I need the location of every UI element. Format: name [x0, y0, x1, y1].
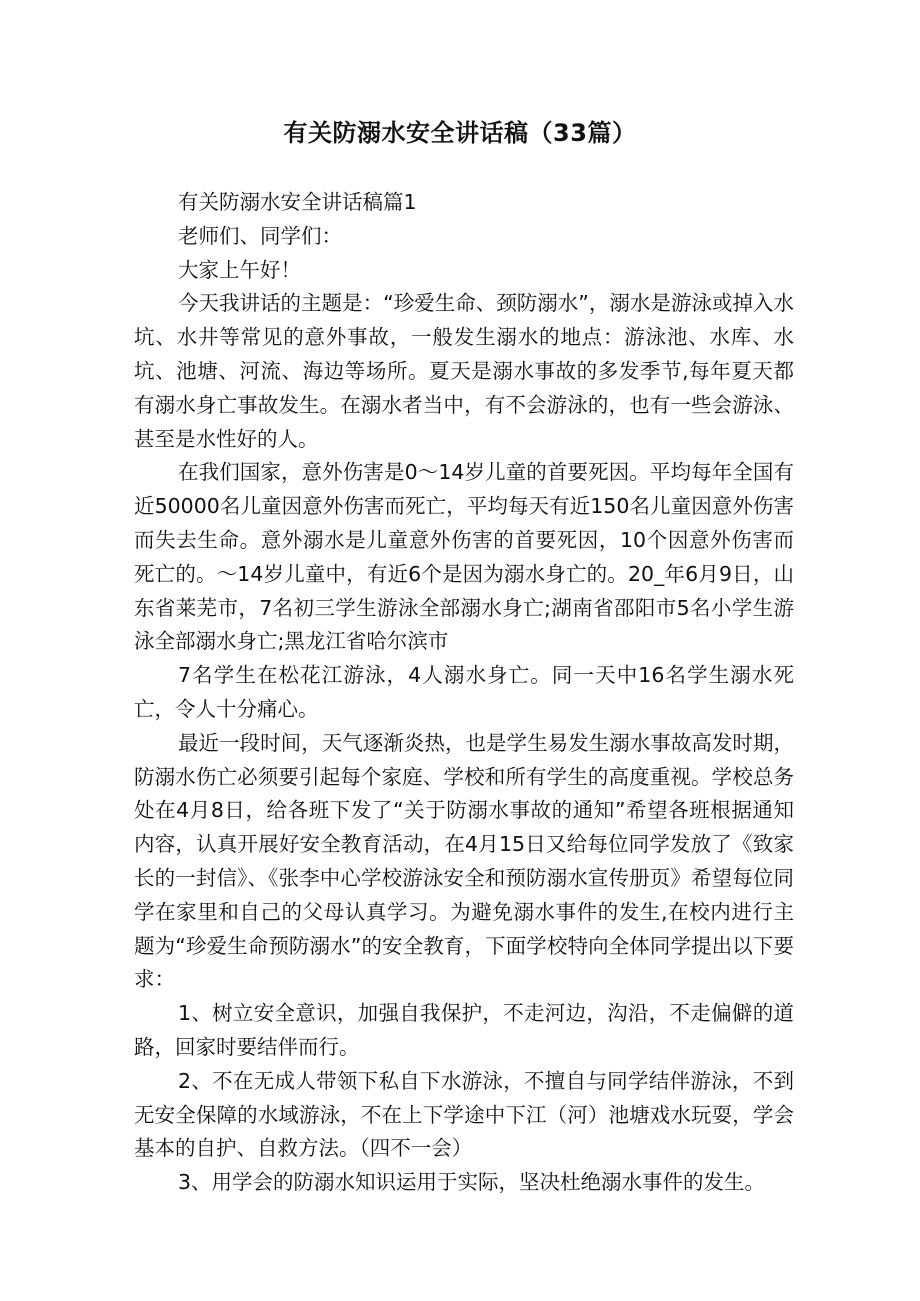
- document-body: [134, 186, 794, 1200]
- document-title: 有关防溺水安全讲话稿（33篇）: [283, 119, 637, 147]
- paragraph-statistics: 在我们国家，意外伤害是0～14岁儿童的首要死因。平均每年全国有近50000名儿童因意外伤害而死亡，平均每天有近150名儿童因意外伤害而失去生命。意外溺水是儿童意外伤害的首要死因，10个因意外伤害而死亡的。～14岁儿童中，有近6个是因为溺水身亡的。20_年6月9日，山东省莱芜市，7名初三学生游泳全部溺水身亡;湖南省邵阳市5名小学生游泳全部溺水身亡;黑龙江省哈尔滨市: [134, 460, 794, 654]
- requirement-item-3: 3、用学会的防溺水知识运用于实际，坚决杜绝溺水事件的发生。: [178, 1170, 766, 1195]
- paragraph-topic: 今天我讲话的主题是：“珍爱生命、颈防溺水”，溺水是游泳或掉入水坑、水井等常见的意外事故，一般发生溺水的地点：游泳池、水库、水坑、池塘、河流、海边等场所。夏天是溺水事故的多发季节,每年夏天都有溺水身亡事故发生。在溺水者当中，有不会游泳的，也有一些会游泳、甚至是水性好的人。: [134, 291, 794, 451]
- paragraph-heading: 有关防溺水安全讲话稿篇1: [178, 190, 417, 214]
- requirement-item-1: 1、树立安全意识，加强自我保护，不走河边，沟沿，不走偏僻的道路，回家时要结伴而行。: [134, 1001, 794, 1059]
- paragraph-school-measures: 最近一段时间，天气逐渐炎热，也是学生易发生溺水事故高发时期，防溺水伤亡必须要引起每个家庭、学校和所有学生的高度重视。学校总务处在4月8日，给各班下发了“关于防溺水事故的通知”希望各班根据通知内容，认真开展好安全教育活动，在4月15日又给每位同学发放了《致家长的一封信》、《张李中心学校游泳安全和预防溺水宣传册页》希望每位同学在家里和自己的父母认真学习。为避免溺水事件的发生,在校内进行主题为“珍爱生命预防溺水”的安全教育，下面学校特向全体同学提出以下要求：: [134, 730, 794, 992]
- paragraph-incident: 7名学生在松花江游泳，4人溺水身亡。同一天中16名学生溺水死亡，令人十分痛心。: [134, 663, 794, 721]
- requirement-item-2: 2、不在无成人带领下私自下水游泳，不擅自与同学结伴游泳，不到无安全保障的水域游泳，不在上下学途中下江（河）池塘戏水玩耍，学会基本的自护、自救方法。（四不一会）: [134, 1068, 794, 1161]
- paragraph-salutation: 老师们、同学们：: [178, 223, 342, 248]
- paragraph-greeting: 大家上午好！: [178, 257, 301, 282]
